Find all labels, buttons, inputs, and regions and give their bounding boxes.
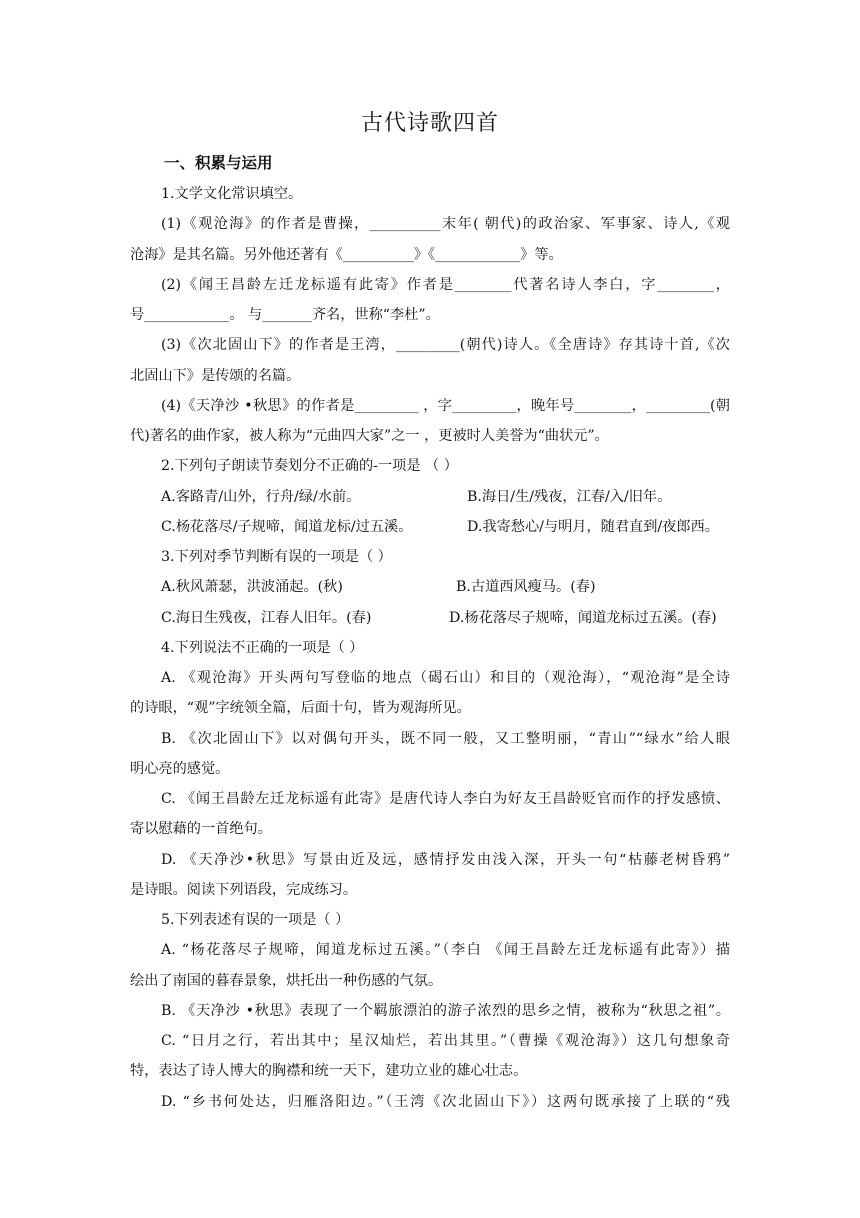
q3-option-c: C.海日生残夜，江春人旧年。(春): [161, 610, 372, 626]
q4-option-d-line2: 是诗眼。阅读下列语段，完成练习。: [130, 882, 358, 898]
q2-option-d: D.我寄愁心/与明月，随君直到/夜郎西。: [467, 519, 719, 535]
q3-option-a: A.秋风萧瑟，洪波涌起。(秋): [161, 579, 343, 595]
q2-option-a: A.客路青/山外，行舟/绿/水前。: [161, 489, 361, 505]
q4-option-a-line2: 的诗眼，“观”字统领全篇，后面十句，皆为观海所见。: [130, 700, 471, 716]
page-title: 古代诗歌四首: [360, 111, 499, 136]
q1-1-line1: (1)《观沧海》的作者是曹操，__________末年( 朝代)的政治家、军事家、诗人,《观: [161, 216, 730, 232]
q3-stem: 3.下列对季节判断有误的一项是（ ）: [161, 549, 392, 565]
q4-option-d-line1: D. 《天净沙•秋思》写景由近及远，感情抒发由浅入深，开头一句“枯藤老树昏鸦”: [161, 852, 730, 868]
q1-3-line1: (3)《次北固山下》的作者是王湾，_________(朝代)诗人。《全唐诗》存其诗十首,《次: [161, 337, 730, 353]
q1-2-line2: 号____________。 与_______齐名，世称“李杜”。: [130, 307, 440, 323]
q5-option-d-line1: D. “乡书何处达，归雁洛阳边。”（王湾《次北固山下》）这两句既承接了上联的“残: [161, 1094, 730, 1110]
q1-4-line1: (4)《天净沙 •秋思》的作者是_________ ，字_________，晚年号________，_________(朝: [161, 398, 730, 414]
q5-option-a-line1: A. “杨花落尽子规啼，闻道龙标过五溪。”（李白 《闻王昌龄左迁龙标遥有此寄》）描: [161, 942, 730, 958]
q4-option-b-line1: B. 《次北固山下》以对偶句开头，既不同一般，又工整明丽，“青山”“绿水”给人眼: [161, 731, 730, 747]
q2-stem: 2.下列句子朗读节奏划分不正确的-一项是 （ ）: [161, 458, 458, 474]
q3-option-d: D.杨花落尽子规啼，闻道龙标过五溪。(春): [449, 610, 717, 626]
q5-option-b: B. 《天净沙 •秋思》表现了一个羁旅漂泊的游子浓烈的思乡之情，被称为“秋思之祖”。: [161, 1003, 730, 1019]
section-heading: 一、积累与运用: [164, 154, 273, 172]
q1-3-line2: 北固山下》是传颂的名篇。: [130, 368, 301, 384]
q4-option-b-line2: 明心亮的感觉。: [130, 761, 230, 777]
q4-option-a-line1: A. 《观沧海》开头两句写登临的地点（碣石山）和目的（观沧海），“观沧海”是全诗: [161, 670, 730, 686]
q1-1-line2: 沧海》是其名篇。另外他还著有《__________》《____________》等。: [130, 247, 563, 263]
q4-option-c-line1: C. 《闻王昌龄左迁龙标遥有此寄》是唐代诗人李白为好友王昌龄贬官而作的抒发感愤、: [161, 791, 730, 807]
q3-option-b: B.古道西风瘦马。(春): [456, 579, 596, 595]
q1-4-line2: 代)著名的曲作家，被人称为“元曲四大家”之一 ，更被时人美誉为“曲状元”。: [130, 428, 609, 444]
q1-2-line1: (2)《闻王昌龄左迁龙标遥有此寄》作者是________代著名诗人李白，字________，: [161, 277, 730, 293]
q5-option-a-line2: 绘出了南国的暮春景象，烘托出一种伤感的气氛。: [130, 973, 443, 989]
q5-option-c-line1: C. “日月之行，若出其中；星汉灿烂，若出其里。”（曹操《观沧海》）这几句想象奇: [161, 1033, 730, 1049]
q4-stem: 4.下列说法不正确的一项是（ ）: [161, 640, 364, 656]
q4-option-c-line2: 寄以慰藉的一首绝句。: [130, 821, 272, 837]
q5-option-c-line2: 特，表达了诗人博大的胸襟和统一天下，建功立业的雄心壮志。: [130, 1063, 528, 1079]
q2-option-c: C.杨花落尽/子规啼，闻道龙标/过五溪。: [161, 519, 413, 535]
q5-stem: 5.下列表述有误的一项是（ ）: [161, 912, 350, 928]
q1-stem: 1.文学文化常识填空。: [161, 186, 303, 202]
q2-option-b: B.海日/生/残夜，江春/入/旧年。: [467, 489, 672, 505]
